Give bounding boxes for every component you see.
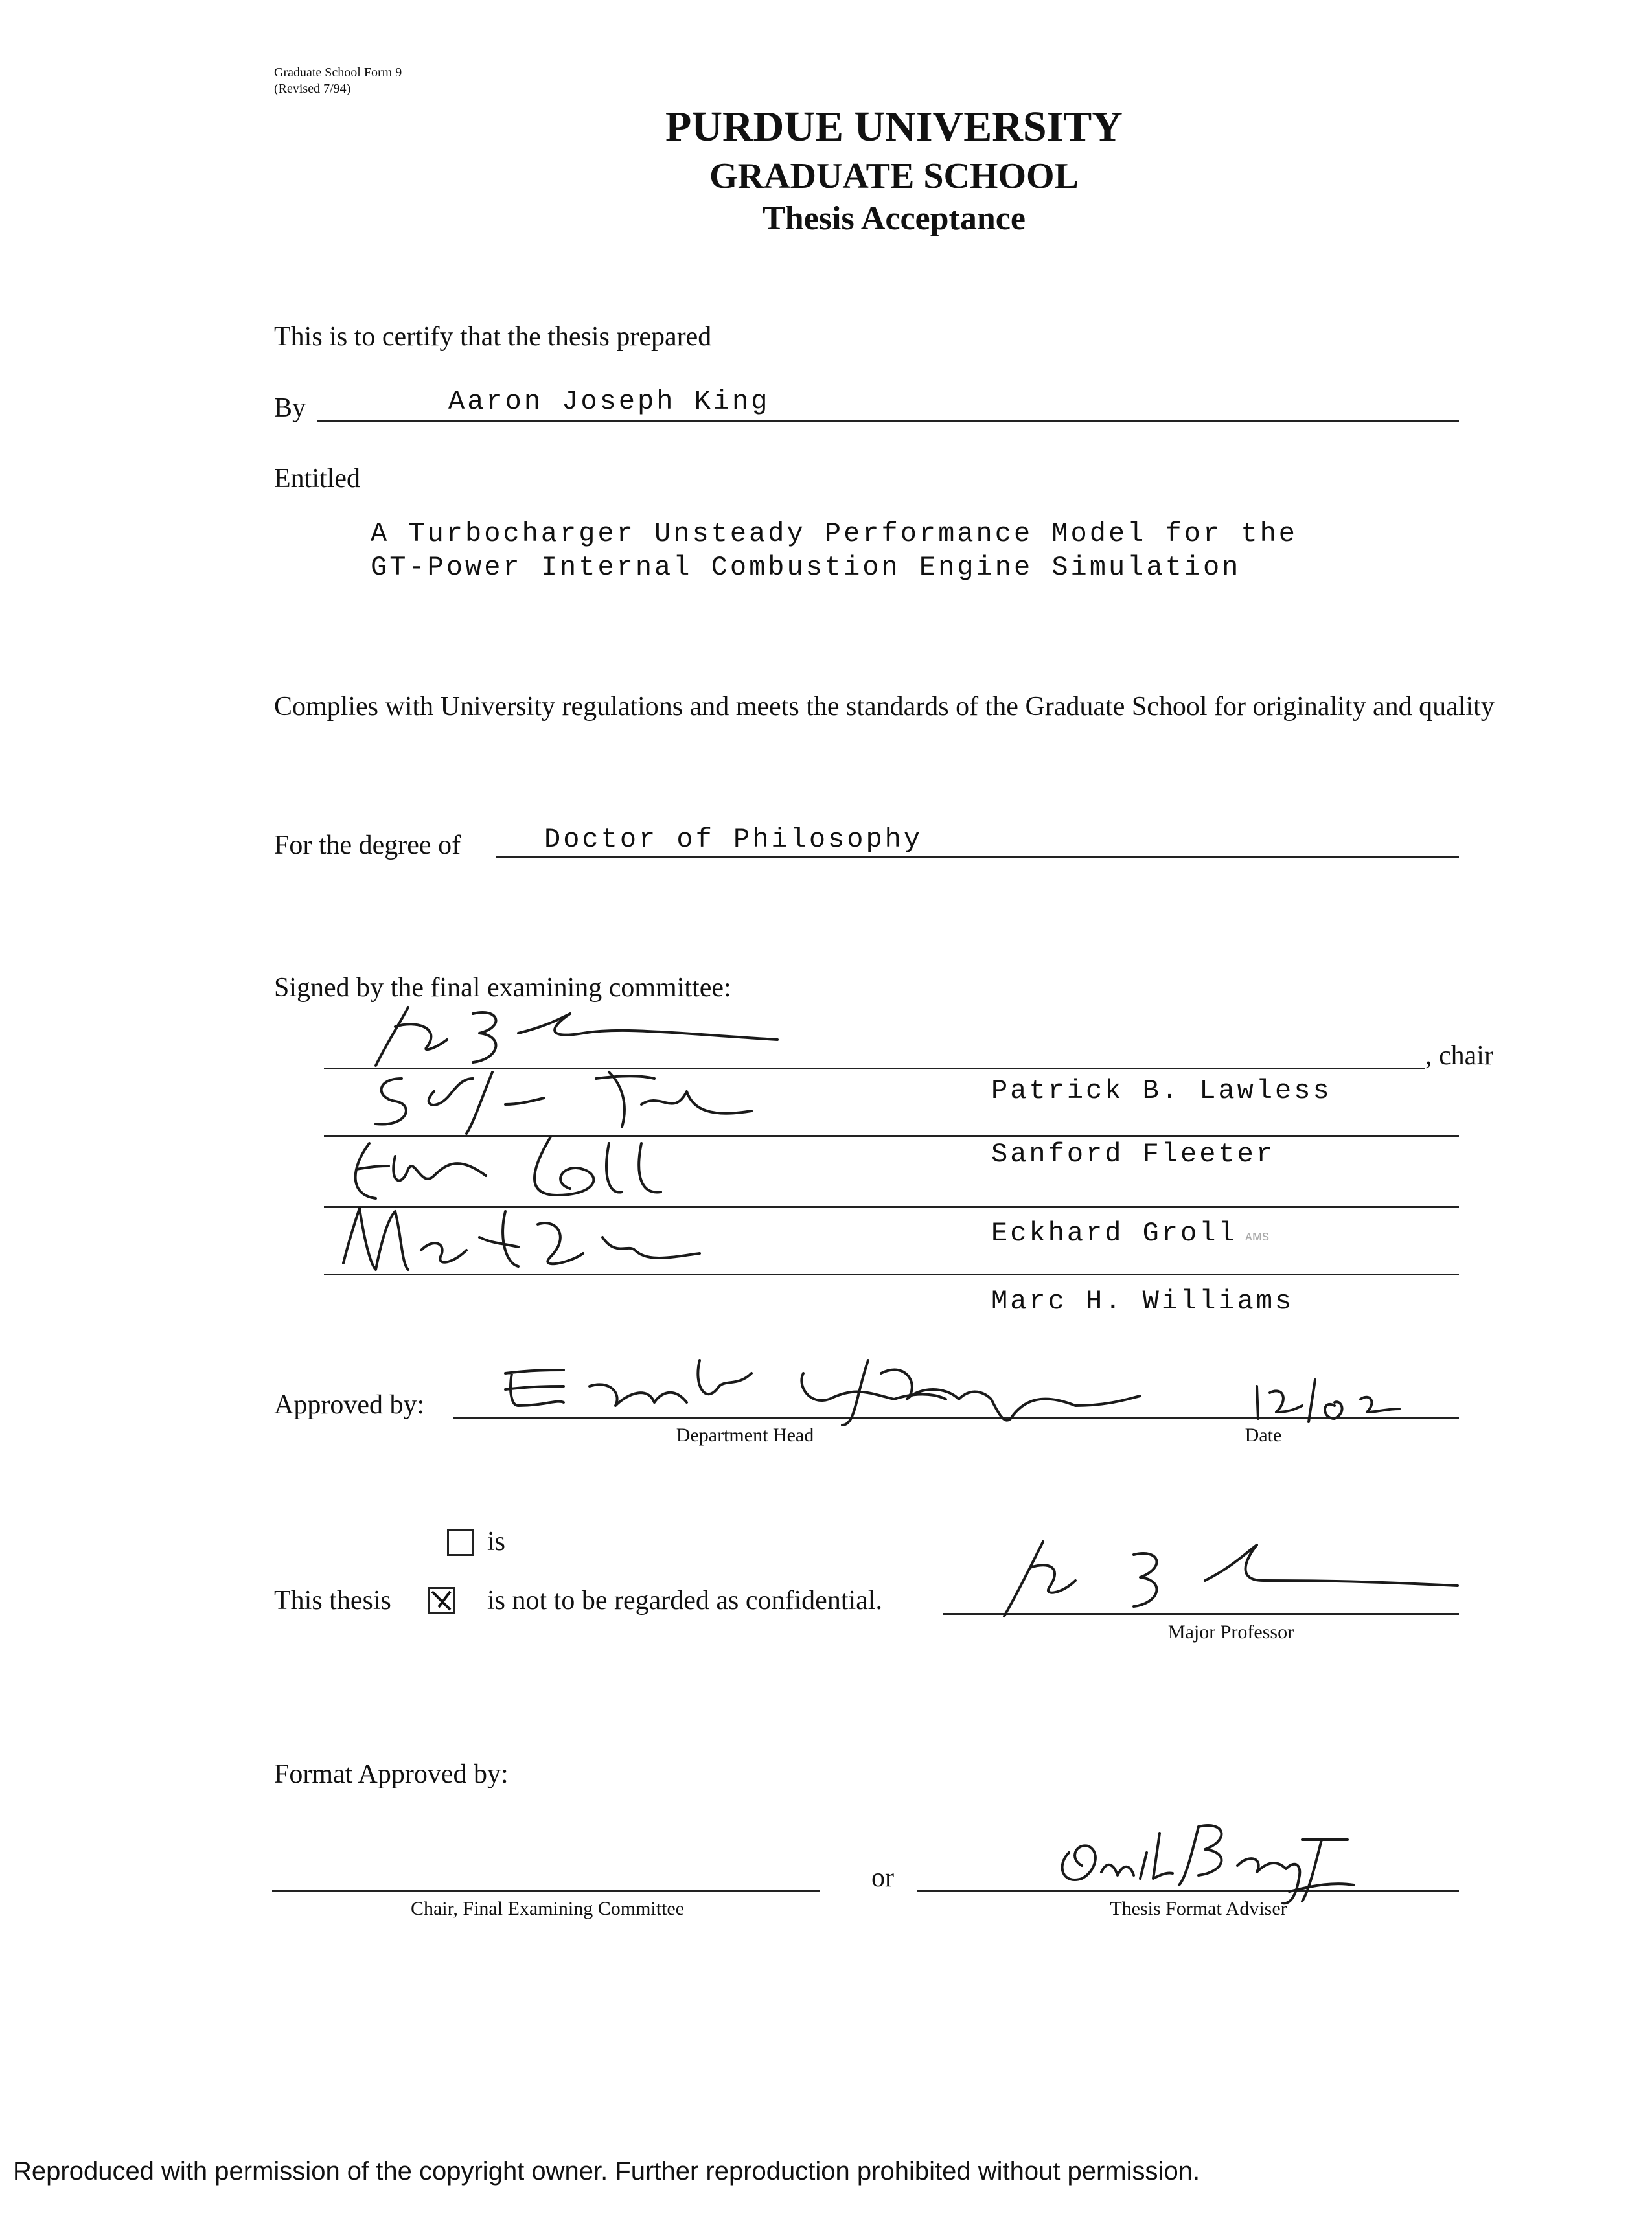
author-name: Aaron Joseph King	[448, 386, 770, 417]
department-head-caption: Department Head	[676, 1424, 814, 1446]
degree-value: Doctor of Philosophy	[544, 824, 923, 855]
format-or-label: or	[871, 1863, 894, 1893]
university-heading: PURDUE UNIVERSITY	[665, 103, 1123, 150]
major-professor-caption: Major Professor	[1167, 1621, 1294, 1643]
form-id	[274, 65, 402, 97]
committee-member-4: Marc H. Williams	[991, 1286, 1294, 1317]
chair-suffix: , chair	[1425, 1041, 1493, 1071]
date-value-handwritten-icon	[1250, 1373, 1419, 1425]
committee-member-1: Patrick B. Lawless	[991, 1075, 1332, 1106]
thesis-title-line-1: A Turbocharger Unsteady Performance Model for the	[371, 518, 1298, 549]
committee-member-3: Eckhard Groll	[991, 1218, 1237, 1249]
signature-member-4-icon	[324, 1198, 726, 1283]
format-chair-caption: Chair, Final Examining Committee	[410, 1898, 685, 1919]
date-caption: Date	[1245, 1424, 1282, 1446]
author-line	[317, 420, 1459, 422]
signature-format-adviser-icon	[1043, 1814, 1367, 1904]
checkmark-x-icon	[430, 1589, 453, 1612]
signature-major-professor-icon	[991, 1535, 1464, 1619]
is-option-label: is	[487, 1527, 506, 1557]
is-not-option-label: is not to be regarded as confidential.	[487, 1586, 882, 1616]
stray-mark: ᴀᴍs	[1245, 1228, 1270, 1244]
thesis-title-line-2: GT-Power Internal Combustion Engine Simulation	[371, 552, 1241, 583]
school-heading: GRADUATE SCHOOL	[709, 156, 1079, 196]
form-number: Graduate School Form 9	[274, 65, 402, 80]
certify-intro: This is to certify that the thesis prepared	[274, 322, 712, 352]
signature-chair-icon	[350, 1001, 790, 1072]
degree-label: For the degree of	[274, 830, 461, 860]
signature-department-head-icon	[492, 1347, 1153, 1432]
is-confidential-checkbox[interactable]	[447, 1529, 474, 1556]
committee-label: Signed by the final examining committee:	[274, 973, 731, 1003]
signature-member-2-icon	[363, 1066, 784, 1137]
date-value	[0, 0, 1, 1]
degree-line	[496, 856, 1459, 858]
copyright-notice: Reproduced with permission of the copyright owner. Further reproduction prohibited without permission.	[13, 2157, 1200, 2186]
format-chair-line	[272, 1890, 820, 1892]
entitled-label: Entitled	[274, 464, 360, 494]
approved-by-label: Approved by:	[274, 1390, 425, 1420]
complies-statement: Complies with University regulations and meets the standards of the Graduate School for originality and quality	[274, 692, 1495, 722]
this-thesis-label: This thesis	[274, 1586, 391, 1616]
committee-member-2: Sanford Fleeter	[991, 1139, 1276, 1170]
signature-member-3-icon	[337, 1130, 726, 1208]
format-approved-label: Format Approved by:	[274, 1759, 509, 1789]
by-label: By	[274, 393, 306, 423]
format-adviser-caption: Thesis Format Adviser	[1110, 1898, 1287, 1919]
is-not-confidential-checkbox[interactable]	[428, 1587, 455, 1614]
document-title: Thesis Acceptance	[763, 200, 1026, 237]
form-revision: (Revised 7/94)	[274, 82, 351, 96]
